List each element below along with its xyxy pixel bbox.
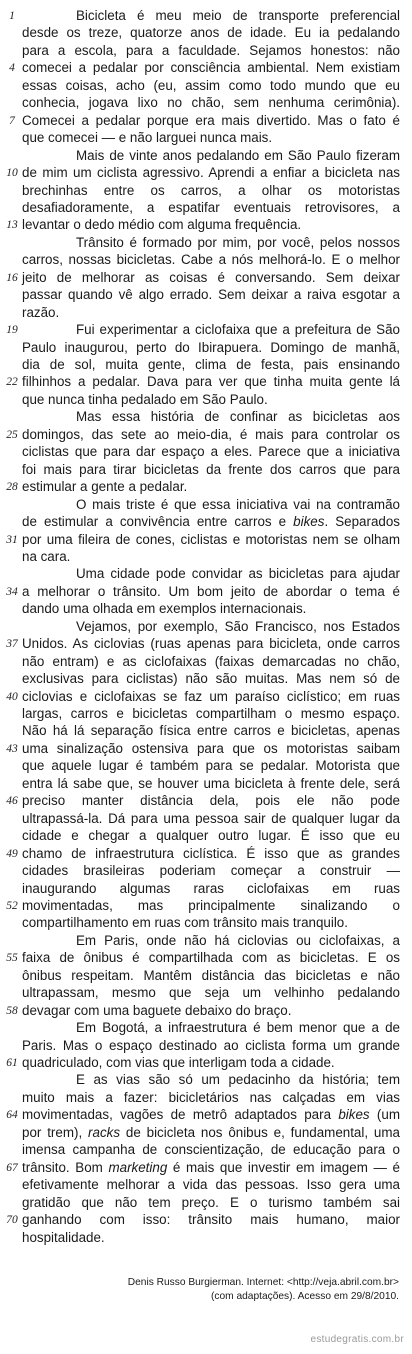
line-number: 34 — [6, 585, 18, 598]
line-number: 40 — [6, 690, 18, 703]
line-text: E as vias são só um pedacinho da história; tem — [76, 1072, 400, 1088]
line-text: uma sinalização ostensiva para que os motoristas saibam — [22, 740, 400, 756]
line-number: 25 — [6, 428, 18, 441]
line-text: Paris. Mas o espaço destinado ao ciclista forma um grande — [22, 1037, 400, 1053]
line-text: a melhorar o trânsito. Um bom jeito de abordar o tema é — [22, 583, 400, 599]
text-line — [0, 1228, 412, 1248]
line-text: dia de sol, muita gente, clima de festa, pais ensinando — [22, 357, 400, 372]
line-text: quadriculado, com vias que interligam toda a cidade. — [22, 1055, 335, 1070]
line-text: de mim um ciclista agressivo. Aprendi a enfiar a bicicleta nas — [22, 165, 400, 181]
line-text: na cara. — [22, 548, 71, 564]
line-text: estimular a gente a pedalar. — [22, 479, 188, 495]
line-text: que nunca tinha pedalado em São Paulo. — [22, 391, 268, 407]
line-text: ciclovias e ciclofaixas se faz um paraíso ciclístico; em ruas — [22, 688, 400, 704]
line-text: por uma fileira de cones, ciclistas e motoristas nem se olham — [22, 531, 400, 547]
line-text: imensa campanha de conscientização, de educação para o — [22, 1142, 400, 1158]
line-text: Comecei a pedalar porque era mais divertido. Mas o fato é — [22, 112, 400, 128]
line-text: efetivamente melhorar a vida das pessoas. Isso gera uma — [22, 1177, 400, 1193]
line-text: trânsito. Bom marketing é mais que investir em imagem — é — [22, 1159, 400, 1175]
line-text: desde os treze, quatorze anos de idade. Eu ia pedalando — [22, 25, 400, 41]
line-text: dando uma olhada em exemplos internacionais. — [22, 601, 307, 617]
line-text: Mais de vinte anos pedalando em São Paulo fizeram — [76, 147, 400, 163]
line-text: O mais triste é que essa iniciativa vai na contramão — [76, 496, 400, 512]
line-number: 10 — [6, 167, 18, 180]
line-text: que aquele lugar é também para se pedalar. Motorista que — [22, 758, 400, 774]
line-number: 64 — [6, 1109, 18, 1122]
line-text: Unidos. As ciclovias (ruas apenas para bicicleta, onde carros — [22, 636, 400, 652]
line-text: Bicicleta é meu meio de transporte preferencial — [76, 8, 400, 23]
line-text: comecei a pedalar por consciência ambiental. Nem existiam — [22, 60, 400, 76]
line-text: Mas essa história de confinar as bicicletas aos — [76, 409, 400, 425]
line-text: movimentadas, vagões de metrô adaptados para bikes (um — [22, 1107, 400, 1123]
line-number: 4 — [9, 62, 15, 75]
line-number: 1 — [9, 10, 15, 22]
line-text: Vejamos, por exemplo, São Francisco, nos Estados — [76, 618, 400, 634]
line-text: foi mais para tirar bicicletas da frente dos carros que para — [22, 461, 400, 477]
line-text: Trânsito é formado por mim, por você, pelos nossos — [76, 234, 400, 250]
line-text: desafiadoramente, a espatifar eventuais retrovisores, a — [22, 199, 400, 215]
line-text: Fui experimentar a ciclofaixa que a prefeitura de São — [76, 322, 400, 338]
line-text: ônibus respeitam. Mantêm distância das bicicletas e não — [22, 967, 400, 983]
line-text: razão. — [22, 304, 60, 320]
line-text: cidades brasileiras poderiam começar a construir — — [22, 863, 400, 879]
line-text: Paulo inaugurou, perto do Ibirapuera. Domingo de manhã, — [22, 339, 400, 355]
line-number: 37 — [6, 638, 18, 651]
line-text: essas coisas, acho (eu, assim como todo mundo que eu — [22, 77, 400, 93]
line-text: faixa de ônibus é compartilhada com as bicicletas. E os — [22, 950, 400, 966]
line-number: 52 — [6, 899, 18, 912]
line-number: 49 — [6, 847, 18, 860]
line-text: devagar com uma baguete debaixo do braço. — [22, 1002, 292, 1018]
line-text: não entram) e as ciclofaixas (faixas demarcadas no chão, — [22, 653, 400, 669]
line-text: Em Paris, onde não há ciclovias ou ciclofaixas, a — [76, 932, 400, 948]
line-text: preciso manter distância dela, pois ele não pode — [22, 793, 400, 809]
line-text: cidade e chegar a qualquer outro lugar. É isso que eu — [22, 828, 400, 844]
line-number: 43 — [6, 742, 18, 755]
line-text: conhecia, jogava lixo no chão, sem nenhuma cerimônia). — [22, 95, 400, 111]
line-number: 22 — [6, 376, 18, 389]
source-citation-line-1: Denis Russo Burgierman. Internet: <http://veja.abril.com.br> — [127, 1277, 399, 1288]
line-number: 19 — [6, 324, 18, 337]
line-text: compartilhamento em ruas com trânsito mais tranquilo. — [22, 915, 348, 931]
line-text: de estimular a convivência entre carros e bikes. Separados — [22, 514, 400, 530]
line-number: 58 — [6, 1004, 18, 1017]
line-text: exclusivas para ciclistas) não são muitas. Mas nem só de — [22, 671, 400, 687]
line-text: muito mais a fazer: bicicletários nas calçadas em vias — [22, 1089, 400, 1105]
line-text: ultrapassá-la. Dá para uma pessoa sair de qualquer lugar da — [22, 810, 400, 826]
line-number: 31 — [6, 533, 18, 546]
line-text: que comecei — e não larguei nunca mais. — [22, 130, 273, 146]
line-number: 70 — [6, 1214, 18, 1227]
line-number: 61 — [6, 1057, 18, 1069]
line-number: 13 — [6, 219, 18, 232]
line-text: por trem), racks de bicicleta nos ônibus e, fundamental, uma — [22, 1124, 400, 1140]
line-text: hospitalidade. — [22, 1229, 105, 1245]
site-watermark: estudegratis.com.br — [310, 1334, 404, 1345]
line-text: ciclistas que para dar espaço a eles. Parece que a iniciativa — [22, 444, 400, 460]
line-text: passar quando vê algo errado. Sem deixar a raiva esgotar a — [22, 287, 400, 303]
line-text: Uma cidade pode convidar as bicicletas para ajudar — [76, 566, 400, 582]
line-text: filhinhos a pedalar. Dava para ver que tinha muita gente lá — [22, 374, 400, 390]
line-text: ultrapassam, mesmo que seja um velhinho pedalando — [22, 985, 400, 1001]
line-number: 28 — [6, 481, 18, 494]
line-text: movimentadas, mas principalmente sinalizando o — [22, 897, 400, 913]
line-text: entra lá sabe que, se houver uma bicicleta à frente dele, será — [22, 775, 400, 791]
line-text: largas, carros e bicicletas compartilham o mesmo espaço. — [22, 706, 400, 721]
line-text: brechinhas entre os carros, a olhar os motoristas — [22, 182, 400, 198]
line-text: inaugurando algumas raras ciclofaixas em ruas — [22, 880, 400, 896]
line-text: chamo de infraestrutura ciclística. É isso que as grandes — [22, 845, 400, 861]
line-text: ganhando com isso: trânsito mais humano, maior — [22, 1212, 400, 1228]
line-number: 46 — [6, 795, 18, 808]
line-text: jeito de melhorar as coisas é conversando. Sem deixar — [22, 269, 400, 285]
line-text: Não há lá separação física entre carros e bicicletas, apenas — [22, 723, 400, 739]
line-text: gratidão que não tem preço. E o turismo também sai — [22, 1194, 400, 1210]
source-citation-line-2: (com adaptações). Acesso em 29/8/2010. — [210, 1291, 399, 1302]
line-text: domingos, das sete ao meio-dia, é mais para controlar os — [22, 426, 400, 442]
line-number: 67 — [6, 1161, 18, 1174]
line-text: levantar o dedo médio com alguma frequência. — [22, 217, 302, 233]
line-number: 16 — [6, 271, 18, 284]
line-text: Em Bogotá, a infraestrutura é bem menor que a de — [76, 1020, 400, 1036]
line-text: carros, nossas bicicletas. Cabe a nós melhorá-lo. E o melhor — [22, 252, 400, 268]
line-number: 7 — [9, 114, 15, 127]
line-text: para a escola, para a faculdade. Sejamos honestos: não — [22, 42, 400, 58]
line-number: 55 — [6, 952, 18, 965]
